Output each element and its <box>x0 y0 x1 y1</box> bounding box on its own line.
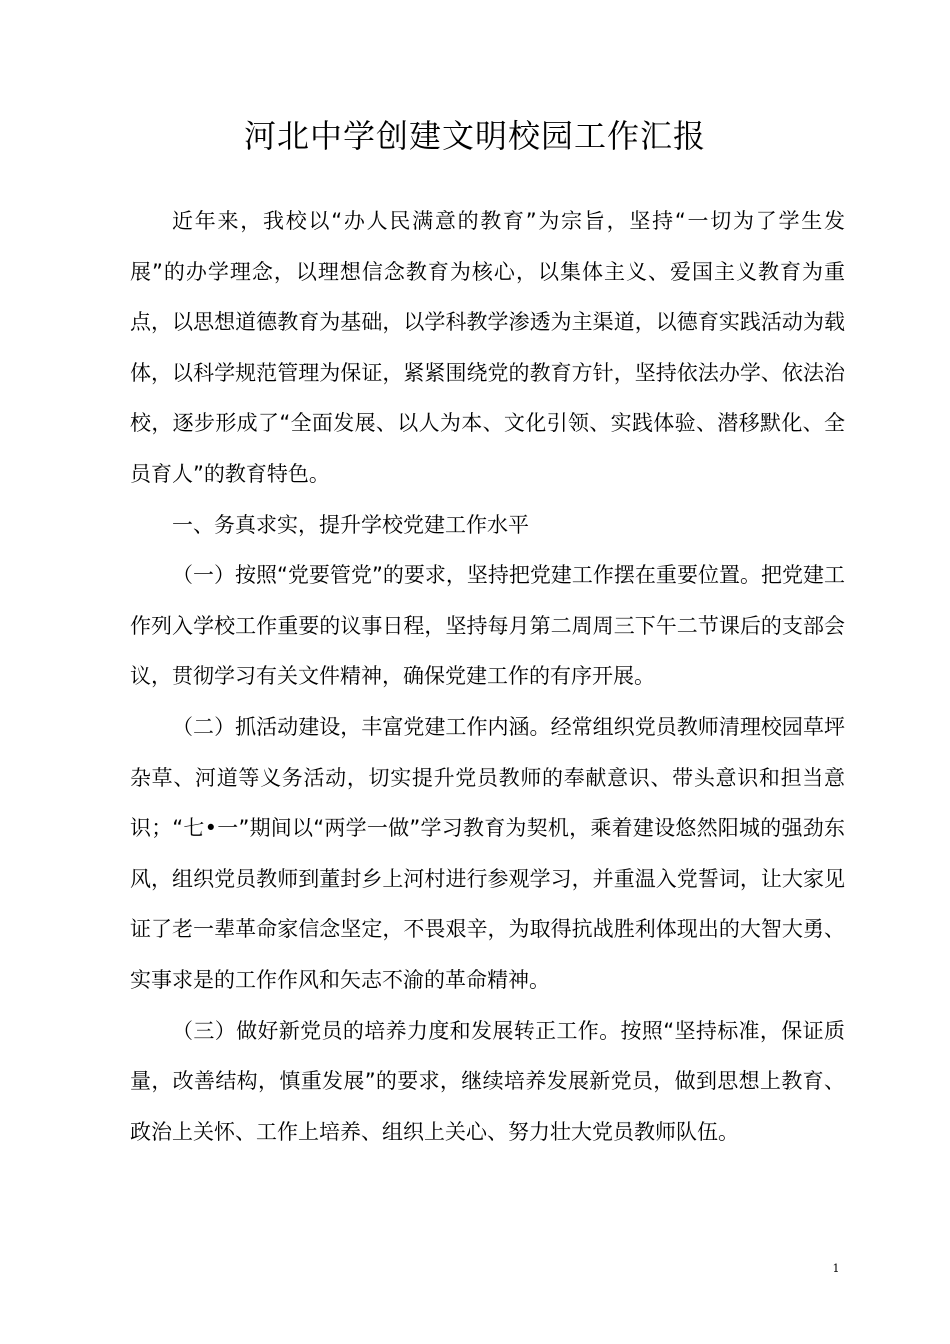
page-number: 1 <box>832 1262 840 1275</box>
paragraph-item-1: （一）按照“党要管党”的要求，坚持把党建工作摆在重要位置。把党建工作列入学校工作重要的议事日程，坚持每月第二周周三下午二节课后的支部会议，贯彻学习有关文件精神，确保党建工作的有序开展。 <box>130 563 845 689</box>
paragraph-item-3: （三）做好新党员的培养力度和发展转正工作。按照“坚持标准，保证质量，改善结构，慎重发展”的要求，继续培养发展新党员，做到思想上教育、政治上关怀、工作上培养、组织上关心、努力壮大党员教师队伍。 <box>130 1018 845 1144</box>
document-title: 河北中学创建文明校园工作汇报 <box>243 117 706 155</box>
document-body <box>130 196 845 1157</box>
section-heading-1: 一、务真求实，提升学校党建工作水平 <box>172 512 529 537</box>
paragraph-intro: 近年来，我校以“办人民满意的教育”为宗旨，坚持“一切为了学生发展”的办学理念，以理想信念教育为核心，以集体主义、爱国主义教育为重点，以思想道德教育为基础，以学科教学渗透为主渠道，以德育实践活动为载体，以科学规范管理为保证，紧紧围绕党的教育方针，坚持依法办学、依法治校，逐步形成了“全面发展、以人为本、文化引领、实践体验、潜移默化、全员育人”的教育特色。 <box>130 209 845 486</box>
paragraph-item-2: （二）抓活动建设，丰富党建工作内涵。经常组织党员教师清理校园草坪杂草、河道等义务活动，切实提升党员教师的奉献意识、带头意识和担当意识；“七•一”期间以“两学一做”学习教育为契机，乘着建设悠然阳城的强劲东风，组织党员教师到董封乡上河村进行参观学习，并重温入党誓词，让大家见证了老一辈革命家信念坚定，不畏艰辛，为取得抗战胜利体现出的大智大勇、实事求是的工作作风和矢志不渝的革命精神。 <box>130 714 845 992</box>
